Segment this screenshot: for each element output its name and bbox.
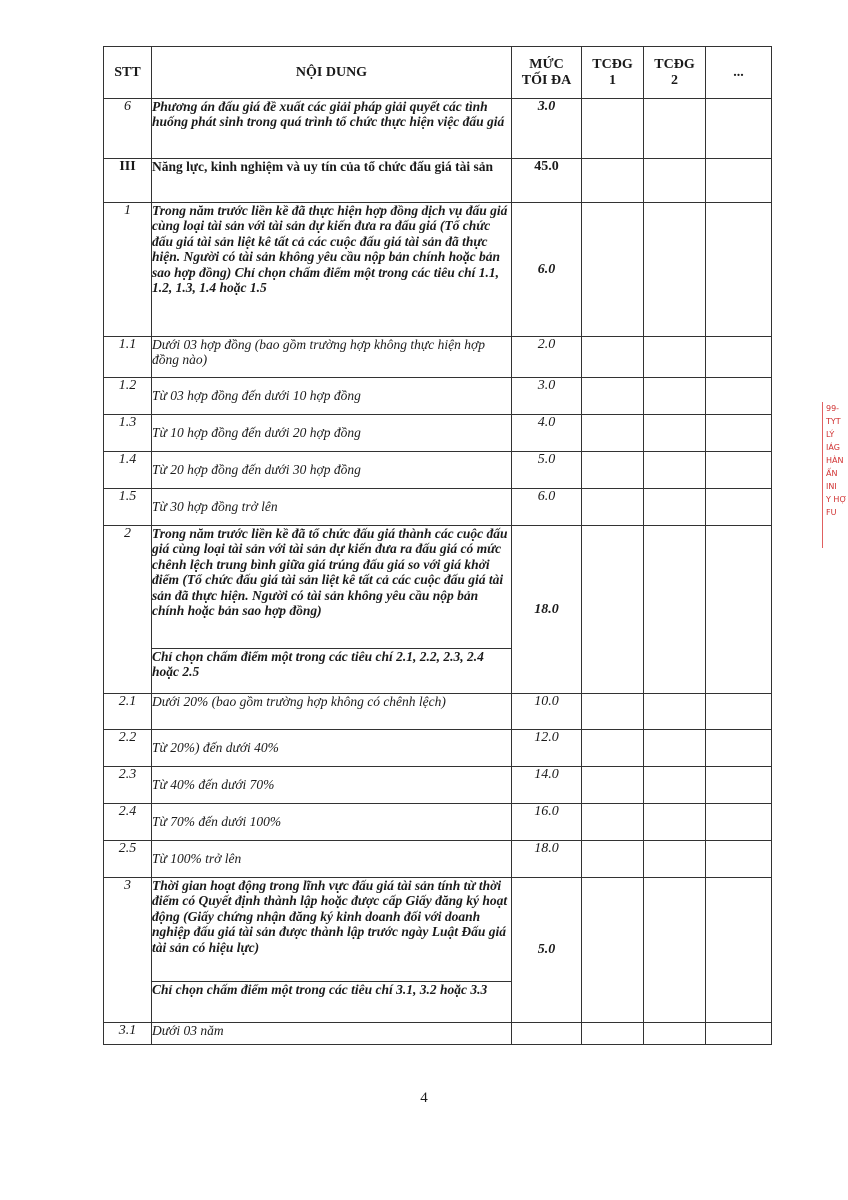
table-row [104,452,772,489]
row-tcdg-2 [644,99,706,159]
row-more [706,767,772,804]
row-more [706,378,772,415]
table-row [104,878,772,982]
row-tcdg-1 [582,203,644,337]
header-tcdg-2-line1: TCĐG [654,56,695,72]
row-tcdg-2 [644,489,706,526]
row-content: Dưới 20% (bao gồm trường hợp không có chênh lệch) [152,694,512,730]
header-tcdg-1-line1: TCĐG [592,56,633,72]
row-max: 3.0 [512,378,582,415]
row-tcdg-1 [582,694,644,730]
row-tcdg-1 [582,841,644,878]
row-max: 10.0 [512,694,582,730]
row-more [706,526,772,694]
row-more [706,452,772,489]
row-stt: 2.2 [104,730,152,767]
table-header-row [104,47,772,99]
row-more [706,159,772,203]
row-content: Từ 20%) đến dưới 40% [152,730,512,767]
row-max: 18.0 [512,526,582,694]
row-tcdg-2 [644,337,706,378]
row-max: 14.0 [512,767,582,804]
row-tcdg-1 [582,159,644,203]
row-tcdg-1 [582,878,644,1023]
header-tcdg-1-line2: 1 [609,72,616,88]
table-row [104,730,772,767]
row-stt: 2.5 [104,841,152,878]
row-tcdg-1 [582,489,644,526]
stamp-line: ẤN [826,469,838,478]
stamp-line: HÀN [826,456,844,465]
row-sub-content: Chỉ chọn chấm điểm một trong các tiêu chí 3.1, 3.2 hoặc 3.3 [152,982,512,1023]
row-tcdg-1 [582,1023,644,1045]
row-more [706,203,772,337]
header-max [512,47,582,99]
table-row [104,415,772,452]
table-row [104,99,772,159]
row-tcdg-2 [644,415,706,452]
row-tcdg-2 [644,378,706,415]
stamp-line: LÝ [826,430,835,439]
row-stt: 2 [104,526,152,694]
row-more [706,99,772,159]
row-tcdg-1 [582,767,644,804]
row-tcdg-2 [644,203,706,337]
table-row [104,767,772,804]
row-tcdg-1 [582,804,644,841]
table-row [104,337,772,378]
table-row [104,159,772,203]
header-more: ... [706,47,772,99]
row-more [706,804,772,841]
row-more [706,337,772,378]
row-stt: 1.5 [104,489,152,526]
row-max: 18.0 [512,841,582,878]
row-tcdg-2 [644,159,706,203]
header-tcdg-1 [582,47,644,99]
row-max: 5.0 [512,452,582,489]
row-tcdg-1 [582,452,644,489]
row-tcdg-2 [644,841,706,878]
stamp-line: INI [826,482,837,491]
row-content: Dưới 03 năm [152,1023,512,1045]
row-stt: 1.2 [104,378,152,415]
row-content: Từ 70% đến dưới 100% [152,804,512,841]
row-more [706,1023,772,1045]
row-content: Thời gian hoạt động trong lĩnh vực đấu giá tài sản tính từ thời điểm có Quyết định thành lập hoặc được cấp Giấy đăng ký hoạt động (Giấy chứng nhận đăng ký kinh doanh đối với doanh nghiệp đấu giá tài sản được thành lập trước ngày Luật Đấu giá tài sản có hiệu lực) [152,878,512,982]
table-row [104,378,772,415]
header-tcdg-2-line2: 2 [671,72,678,88]
row-max: 4.0 [512,415,582,452]
row-stt: III [104,159,152,203]
row-stt: 3 [104,878,152,1023]
row-tcdg-2 [644,730,706,767]
scoring-table [103,46,772,1045]
row-stt: 3.1 [104,1023,152,1045]
header-max-line1: MỨC [529,56,564,72]
page-number: 4 [420,1090,428,1106]
row-max: 2.0 [512,337,582,378]
row-content: Từ 20 hợp đồng đến dưới 30 hợp đồng [152,452,512,489]
header-max-line2: TỐI ĐA [521,72,572,88]
row-more [706,489,772,526]
row-max: 5.0 [512,878,582,1023]
stamp-line: FU [826,508,837,517]
row-more [706,415,772,452]
table-row [104,694,772,730]
row-stt: 1 [104,203,152,337]
row-tcdg-2 [644,526,706,694]
row-content: Từ 40% đến dưới 70% [152,767,512,804]
row-tcdg-2 [644,804,706,841]
row-more [706,878,772,1023]
row-stt: 2.4 [104,804,152,841]
stamp-line: IÁG [826,443,840,452]
row-tcdg-1 [582,99,644,159]
stamp-line: 99- [826,404,840,413]
row-max: 3.0 [512,99,582,159]
row-stt: 1.1 [104,337,152,378]
row-tcdg-1 [582,415,644,452]
row-stt: 2.3 [104,767,152,804]
row-max: 6.0 [512,203,582,337]
row-more [706,730,772,767]
row-tcdg-1 [582,730,644,767]
row-tcdg-2 [644,767,706,804]
row-max: 16.0 [512,804,582,841]
row-tcdg-2 [644,1023,706,1045]
row-content: Trong năm trước liền kề đã thực hiện hợp đồng dịch vụ đấu giá cùng loại tài sản với tài sản dự kiến đưa ra đấu giá (Tổ chức đấu giá tài sản liệt kê tất cả các cuộc đấu giá tài sản đã thực hiện. Người có tài sản không yêu cầu nộp bản chính hoặc bản sao hợp đồng) Chỉ chọn chấm điểm một trong các tiêu chí 1.1, 1.2, 1.3, 1.4 hoặc 1.5 [152,203,512,337]
row-content: Từ 30 hợp đồng trở lên [152,489,512,526]
stamp-line: Y HỢ [826,495,847,504]
row-max: 45.0 [512,159,582,203]
row-content: Trong năm trước liền kề đã tổ chức đấu giá thành các cuộc đấu giá cùng loại tài sản với tài sản dự kiến đưa ra đấu giá có mức chênh lệch trung bình giữa giá trúng đấu giá so với giá khởi điểm (Tổ chức đấu giá tài sản liệt kê tất cả các cuộc đấu giá tài sản đã thực hiện. Người có tài sản không yêu cầu nộp bản chính hoặc bản sao hợp đồng) [152,526,512,649]
row-content: Từ 03 hợp đồng đến dưới 10 hợp đồng [152,378,512,415]
table-row [104,841,772,878]
row-more [706,694,772,730]
row-max: 6.0 [512,489,582,526]
row-content: Năng lực, kinh nghiệm và uy tín của tổ chức đấu giá tài sản [152,159,512,203]
row-tcdg-2 [644,694,706,730]
row-stt: 1.3 [104,415,152,452]
header-content: NỘI DUNG [152,47,512,99]
row-stt: 2.1 [104,694,152,730]
table-row [104,804,772,841]
row-max: 12.0 [512,730,582,767]
row-content: Từ 100% trở lên [152,841,512,878]
row-max [512,1023,582,1045]
row-content: Từ 10 hợp đồng đến dưới 20 hợp đồng [152,415,512,452]
header-stt: STT [104,47,152,99]
row-content: Phương án đấu giá đề xuất các giải pháp giải quyết các tình huống phát sinh trong quá trình tổ chức thực hiện việc đấu giá [152,99,512,159]
row-stt: 6 [104,99,152,159]
row-tcdg-2 [644,878,706,1023]
row-more [706,841,772,878]
side-stamp [822,402,848,548]
row-tcdg-1 [582,378,644,415]
row-stt: 1.4 [104,452,152,489]
table-row [104,203,772,337]
table-row [104,1023,772,1045]
row-tcdg-1 [582,526,644,694]
table-row [104,489,772,526]
stamp-line: TYT [826,417,841,426]
table-row [104,526,772,649]
row-tcdg-1 [582,337,644,378]
row-sub-content: Chỉ chọn chấm điểm một trong các tiêu chí 2.1, 2.2, 2.3, 2.4 hoặc 2.5 [152,649,512,694]
header-tcdg-2 [644,47,706,99]
row-content: Dưới 03 hợp đồng (bao gồm trường hợp không thực hiện hợp đồng nào) [152,337,512,378]
row-tcdg-2 [644,452,706,489]
